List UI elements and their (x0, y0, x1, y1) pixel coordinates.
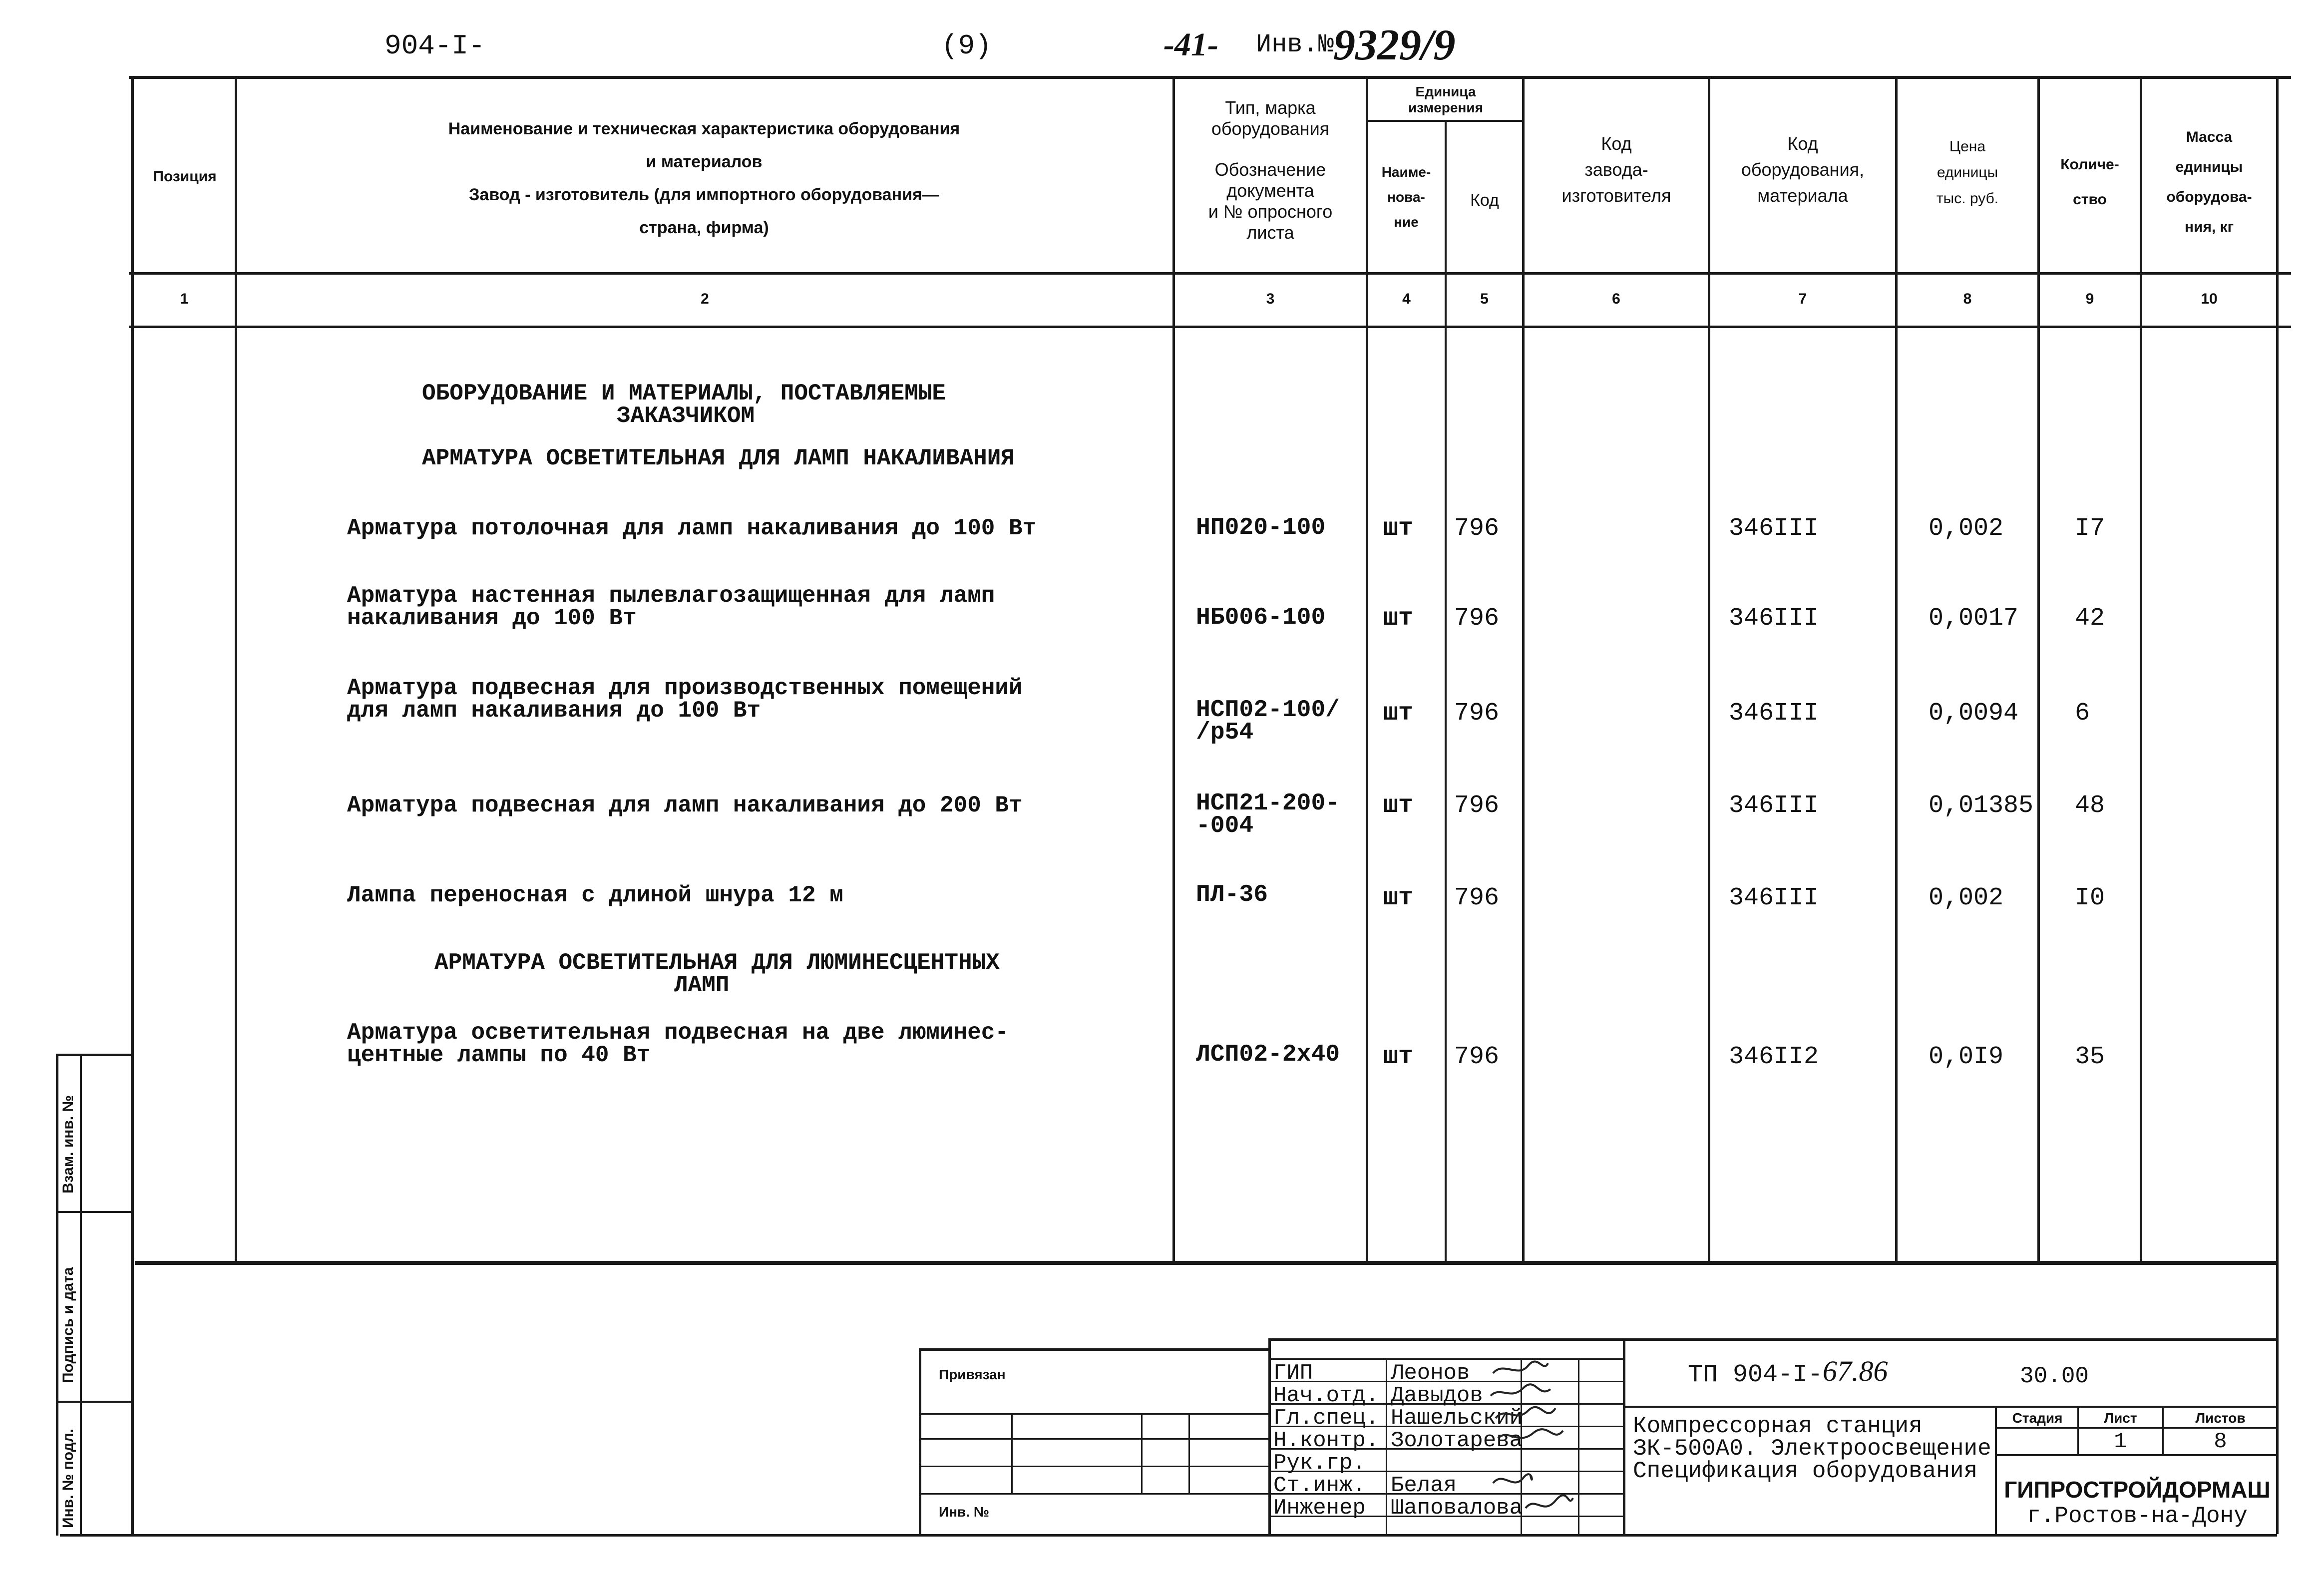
header-name-col (240, 112, 1168, 244)
signature-role-divider (1386, 1358, 1387, 1536)
sheets-value: 8 (2214, 1429, 2227, 1454)
row5-unit: шт (1383, 884, 1414, 912)
bind-row-line4 (919, 1493, 1268, 1495)
col-number-6: 6 (1612, 291, 1620, 307)
header-type-line6: листа (1246, 222, 1294, 243)
header-material-code-line2: оборудования, (1741, 159, 1865, 180)
row2-type: НБ006-100 (1196, 604, 1326, 631)
row1-price: 0,002 (1929, 514, 2004, 543)
section2-title-line2: ЛАМП (674, 972, 730, 998)
header-type-line4: документа (1226, 180, 1314, 201)
row6-material-code: 346II2 (1729, 1043, 1819, 1071)
header-mass-line1: Масса (2186, 129, 2233, 145)
row3-material-code: 346III (1729, 699, 1819, 728)
row3-code: 796 (1454, 699, 1500, 728)
section-subtitle: АРМАТУРА ОСВЕТИТЕЛЬНАЯ ДЛЯ ЛАМП НАКАЛИВАНИЯ (422, 445, 1015, 471)
row2-name-line1: Арматура настенная пылевлагозащищенная для ламп (347, 583, 995, 609)
col-number-7: 7 (1798, 291, 1807, 307)
row5-material-code: 346III (1729, 884, 1819, 912)
stage-table-bottom (1995, 1454, 2277, 1456)
stage-table-header-line (1995, 1427, 2277, 1429)
row3-name-line2: для ламп накаливания до 100 Вт (347, 698, 761, 724)
header-unit-name-line3: ние (1394, 214, 1419, 230)
name-st-inzh: Белая (1391, 1473, 1457, 1498)
stage-label: Стадия (2012, 1410, 2063, 1426)
bind-row-line3 (919, 1466, 1268, 1467)
section-title-line1: ОБОРУДОВАНИЕ И МАТЕРИАЛЫ, ПОСТАВЛЯЕМЫЕ (422, 381, 946, 406)
doc-code-hand: 67.86 (1823, 1355, 1888, 1387)
name-gip: Леонов (1391, 1361, 1470, 1386)
bind-label: Привязан (939, 1367, 1006, 1382)
role-ruk-gr: Рук.гр. (1273, 1451, 1366, 1476)
title-line2: ЗК-500А0. Электроосвещение (1633, 1436, 1991, 1462)
row4-price: 0,01385 (1929, 791, 2034, 820)
name-inzhener: Шаповалова (1391, 1496, 1523, 1521)
bind-col-line1 (1011, 1413, 1013, 1493)
side-stamp-inv-podl: Инв. № подл. (60, 1428, 76, 1528)
header-factory-code (1526, 131, 1707, 209)
role-inzhener: Инженер (1273, 1496, 1366, 1521)
row4-type-line2: -004 (1196, 812, 1254, 839)
row4-code: 796 (1454, 791, 1500, 820)
col-divider-8-9 (2037, 76, 2040, 1261)
row2-name-line2: накаливания до 100 Вт (347, 605, 637, 631)
sheet-number: -41- (1163, 26, 1218, 63)
col-divider-3-4 (1366, 76, 1368, 1261)
header-position: Позиция (153, 168, 217, 185)
title-line3: Спецификация оборудования (1633, 1458, 1978, 1484)
row1-qty: I7 (2075, 514, 2105, 543)
frame-bottom-line (60, 1534, 2277, 1537)
name-n-kontr: Золотарева (1391, 1428, 1523, 1453)
col-number-8: 8 (1963, 291, 1972, 307)
organization-city: г.Ростов-на-Дону (2027, 1503, 2248, 1529)
header-mass-line3: оборудова- (2166, 189, 2252, 205)
header-mass (2142, 122, 2276, 242)
bind-row-line1 (919, 1413, 1268, 1415)
bind-col-line2 (1141, 1413, 1143, 1493)
sheet-label: Лист (2104, 1410, 2137, 1426)
col-number-9: 9 (2085, 291, 2094, 307)
row3-name-line1: Арматура подвесная для производственных помещений (347, 675, 1023, 701)
header-type-line1: Тип, марка (1225, 97, 1316, 118)
header-name-line2: и материалов (646, 152, 763, 171)
bind-box-left (919, 1348, 921, 1536)
col-divider-9-10 (2140, 76, 2142, 1261)
role-gip: ГИП (1273, 1361, 1313, 1386)
signature-nach-otd (1491, 1384, 1550, 1396)
row5-price: 0,002 (1929, 884, 2004, 912)
section-title-line2: ЗАКАЗЧИКОМ (617, 403, 755, 429)
row1-material-code: 346III (1729, 514, 1819, 543)
row3-type-line2: /р54 (1196, 719, 1254, 746)
sheets-label: Листов (2195, 1410, 2246, 1426)
row6-code: 796 (1454, 1043, 1500, 1071)
header-unit-line2: измерения (1408, 100, 1483, 115)
row6-type: ЛСП02-2х40 (1196, 1041, 1340, 1068)
header-unit-group (1368, 84, 1523, 116)
row2-code: 796 (1454, 604, 1500, 633)
header-quantity (2040, 147, 2139, 217)
row4-type-line1: НСП21-200- (1196, 790, 1340, 817)
header-type-line3: Обозначение (1214, 159, 1326, 180)
table-bottom-line (135, 1261, 2277, 1265)
role-nach-otd: Нач.отд. (1273, 1383, 1379, 1408)
stage-table-left (1995, 1406, 1997, 1534)
header-factory-code-line2: завода- (1584, 159, 1648, 180)
frame-top-line (129, 76, 2291, 79)
side-stamp-vzam-inv: Взам. инв. № (60, 1095, 76, 1193)
title-line1: Компрессорная станция (1633, 1413, 1923, 1439)
organization-name: ГИПРОСТРОЙДОРМАШ (2004, 1477, 2271, 1503)
row3-price: 0,0094 (1929, 699, 2019, 728)
side-stamp-left-line (56, 1054, 58, 1536)
header-factory-code-line1: Код (1601, 133, 1632, 154)
row1-unit: шт (1383, 514, 1414, 543)
name-gl-spec: Нашельский (1391, 1406, 1523, 1431)
section2-title-line1: АРМАТУРА ОСВЕТИТЕЛЬНАЯ ДЛЯ ЛЮМИНЕСЦЕНТНЫХ (434, 950, 1000, 976)
col-divider-7-8 (1895, 76, 1898, 1261)
header-quantity-line2: ство (2073, 191, 2107, 208)
header-quantity-line1: Количе- (2060, 156, 2119, 173)
row1-code: 796 (1454, 514, 1500, 543)
side-stamp-sign-date: Подпись и дата (60, 1267, 76, 1383)
unit-header-split (1366, 120, 1525, 122)
header-bottom-line (129, 272, 2291, 275)
header-name-line3: Завод - изготовитель (для импортного оборудования— (469, 185, 939, 204)
bind-col-line3 (1188, 1413, 1190, 1493)
row3-type-line1: НСП02-100/ (1196, 697, 1340, 724)
header-mass-line2: единицы (2175, 159, 2243, 175)
doc-code: ТП 904-I- (1688, 1361, 1823, 1389)
signature-scribbles (1488, 1358, 1598, 1523)
bind-inv-label: Инв. № (939, 1504, 990, 1520)
role-n-kontr: Н.контр. (1273, 1428, 1379, 1453)
col-divider-5-6 (1522, 76, 1525, 1261)
inventory-label: Инв.№ (1256, 30, 1334, 59)
col-divider-1-2 (235, 76, 237, 1261)
header-mass-line4: ния, кг (2184, 219, 2234, 235)
col-number-5: 5 (1480, 291, 1489, 307)
row6-name-line2: центные лампы по 40 Вт (347, 1042, 651, 1068)
signature-n-kontr (1498, 1429, 1563, 1438)
row4-name: Арматура подвесная для ламп накаливания до 200 Вт (347, 792, 1023, 818)
header-type-line5: и № опросного (1208, 201, 1333, 222)
header-price-line2: единицы (1937, 164, 1998, 181)
row6-unit: шт (1383, 1043, 1414, 1071)
row3-unit: шт (1383, 699, 1414, 728)
col-number-3: 3 (1266, 291, 1275, 307)
row6-qty: 35 (2075, 1043, 2105, 1071)
row2-qty: 42 (2075, 604, 2105, 633)
signature-inzhener (1526, 1495, 1573, 1508)
header-name-line1: Наименование и техническая характеристика оборудования (448, 119, 960, 138)
colnum-bottom-line (129, 326, 2291, 328)
row5-name: Лампа переносная с длиной шнура 12 м (347, 882, 843, 908)
header-price-line1: Цена (1949, 138, 1986, 155)
row1-type: НП020-100 (1196, 514, 1326, 541)
signature-box-right (1623, 1338, 1625, 1536)
row5-type: ПЛ-36 (1196, 881, 1268, 908)
header-price-line3: тыс. руб. (1936, 190, 1999, 207)
col-number-1: 1 (180, 291, 189, 307)
col-number-10: 10 (2201, 291, 2218, 307)
page-number-parens: (9) (941, 30, 992, 62)
col-number-4: 4 (1402, 291, 1411, 307)
col-divider-6-7 (1708, 76, 1710, 1261)
header-unit-name-line2: нова- (1387, 189, 1425, 205)
header-type-col (1176, 97, 1365, 243)
header-name-line4: страна, фирма) (639, 218, 769, 237)
row2-material-code: 346III (1729, 604, 1819, 633)
side-stamp-sep1 (56, 1211, 133, 1213)
row6-name-line1: Арматура осветительная подвесная на две люминес- (347, 1020, 1009, 1046)
side-stamp-sep2 (56, 1401, 133, 1403)
signature-gl-spec (1496, 1407, 1555, 1418)
header-material-code-line1: Код (1787, 133, 1818, 154)
col-divider-2-3 (1172, 76, 1175, 1261)
row4-material-code: 346III (1729, 791, 1819, 820)
side-stamp-mid-line (80, 1054, 82, 1536)
row1-name: Арматура потолочная для ламп накаливания до 100 Вт (347, 515, 1037, 541)
row4-unit: шт (1383, 791, 1414, 820)
header-material-code (1711, 131, 1895, 209)
signature-gip (1493, 1361, 1548, 1373)
header-material-code-line3: материала (1757, 185, 1848, 206)
doc-date: 30.00 (2020, 1363, 2089, 1389)
row6-price: 0,0I9 (1929, 1043, 2004, 1071)
header-unit-name (1368, 160, 1444, 235)
header-type-line2: оборудования (1211, 118, 1330, 139)
bind-row-line2 (919, 1438, 1268, 1440)
name-nach-otd: Давыдов (1391, 1383, 1483, 1408)
role-gl-spec: Гл.спец. (1273, 1406, 1379, 1431)
series-code: 904-I- (385, 30, 485, 62)
signature-box-top (1268, 1338, 2277, 1341)
row5-qty: I0 (2075, 884, 2105, 912)
sheet-value: 1 (2114, 1429, 2127, 1454)
row4-qty: 48 (2075, 791, 2105, 820)
bind-box-top (919, 1348, 1268, 1351)
row5-code: 796 (1454, 884, 1500, 912)
signature-box-left (1268, 1338, 1271, 1536)
row2-unit: шт (1383, 604, 1414, 633)
row2-price: 0,0017 (1929, 604, 2019, 633)
title-block-code-line (1623, 1406, 2277, 1408)
frame-right-line (2276, 76, 2279, 1534)
header-unit-line1: Единица (1415, 84, 1476, 99)
header-unit-code: Код (1470, 191, 1499, 210)
row3-qty: 6 (2075, 699, 2090, 728)
header-factory-code-line3: изготовителя (1561, 185, 1671, 206)
inventory-number: 9329/9 (1333, 21, 1456, 69)
signature-st-inzh (1493, 1474, 1532, 1483)
role-st-inzh: Ст.инж. (1273, 1473, 1366, 1498)
side-stamp-top-line (56, 1054, 133, 1056)
col-number-2: 2 (701, 291, 709, 307)
header-price (1898, 134, 2037, 212)
header-unit-name-line1: Наиме- (1381, 164, 1431, 180)
